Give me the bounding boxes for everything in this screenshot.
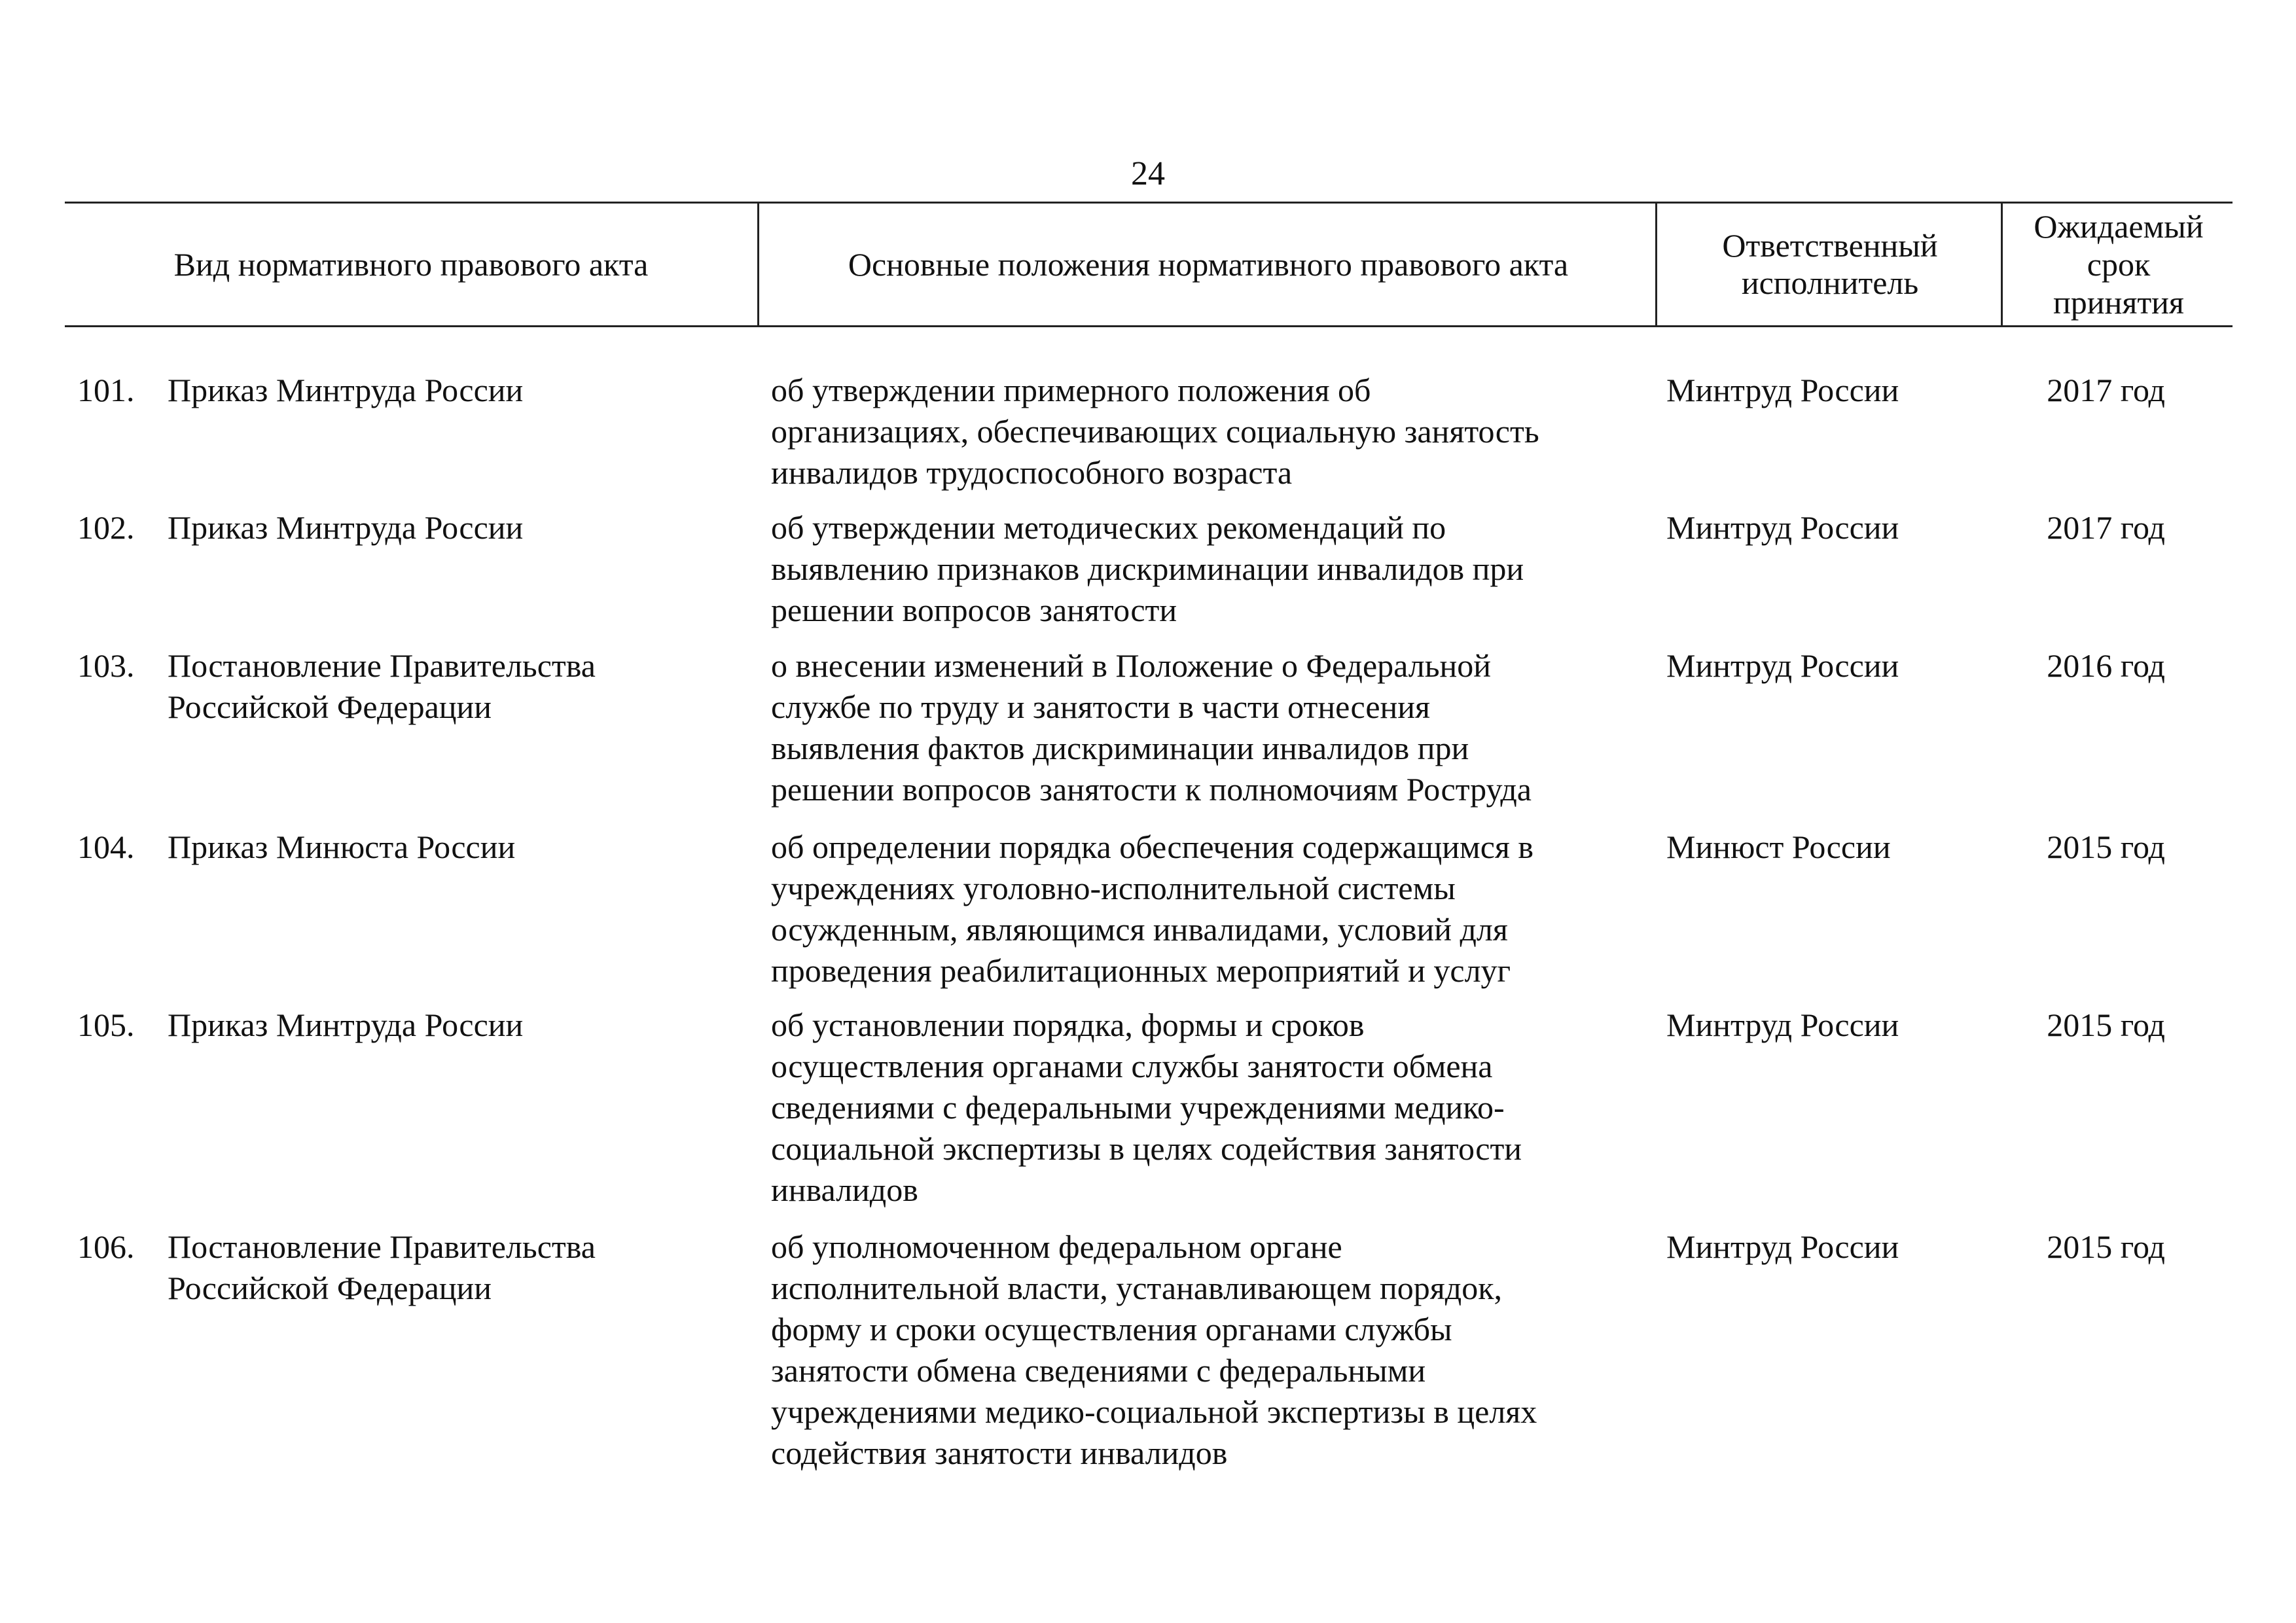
row-provisions-line: инвалидов трудоспособного возраста — [771, 454, 1293, 491]
row-provisions-line: об утверждении примерного положения об — [771, 372, 1371, 408]
row-provisions — [771, 1005, 1635, 1211]
row-kind-line: Приказ Минтруда России — [168, 1007, 524, 1043]
row-provisions-line: занятости обмена сведениями с федеральными — [771, 1352, 1426, 1389]
row-kind — [168, 1005, 744, 1046]
row-provisions-line: об утверждении методических рекомендаций по — [771, 509, 1446, 546]
row-provisions — [771, 1226, 1635, 1474]
table-header — [65, 202, 2233, 327]
row-provisions-line: службе по труду и занятости в части отнесения — [771, 688, 1431, 725]
row-provisions-line: организациях, обеспечивающих социальную занятость — [771, 413, 1539, 450]
row-provisions-line: об определении порядка обеспечения содержащимся в — [771, 829, 1534, 865]
row-kind-line: Приказ Минтруда России — [168, 509, 524, 546]
row-year: 2017 год — [2047, 372, 2165, 408]
row-provisions-line: решении вопросов занятости — [771, 592, 1177, 628]
row-kind-line: Приказ Минтруда России — [168, 372, 524, 408]
row-provisions-line: о внесении изменений в Положение о Федеральной — [771, 647, 1492, 684]
page-number: 24 — [1131, 155, 1165, 192]
row-kind-line: Российской Федерации — [168, 688, 492, 725]
row-provisions-line: исполнительной власти, устанавливающем порядок, — [771, 1270, 1502, 1306]
row-number: 104. — [77, 829, 135, 865]
row-number: 102. — [77, 509, 135, 546]
row-provisions-line: проведения реабилитационных мероприятий и услуг — [771, 952, 1511, 989]
row-year: 2015 год — [2047, 1228, 2165, 1265]
row-kind — [168, 1226, 744, 1309]
row-provisions — [771, 827, 1635, 991]
row-kind-line: Постановление Правительства — [168, 1228, 596, 1265]
row-provisions-line: решении вопросов занятости к полномочиям Роструда — [771, 771, 1532, 808]
header-deadline-line: Ожидаемый — [2034, 208, 2204, 245]
header-executor-line: исполнитель — [1741, 264, 1919, 301]
header-executor — [1655, 204, 2003, 325]
row-year: 2017 год — [2047, 509, 2165, 546]
row-year: 2016 год — [2047, 647, 2165, 684]
row-provisions-line: сведениями с федеральными учреждениями медико- — [771, 1089, 1505, 1126]
header-provisions: Основные положения нормативного правового акта — [757, 204, 1657, 325]
row-executor: Минтруд России — [1666, 372, 1899, 408]
row-number: 105. — [77, 1007, 135, 1043]
row-executor: Минтруд России — [1666, 1007, 1899, 1043]
row-provisions-line: выявлению признаков дискриминации инвалидов при — [771, 550, 1524, 587]
row-provisions-line: социальной экспертизы в целях содействия занятости — [771, 1130, 1522, 1167]
row-provisions-line: содействия занятости инвалидов — [771, 1435, 1228, 1471]
row-provisions — [771, 645, 1635, 810]
row-kind — [168, 827, 744, 868]
row-provisions — [771, 507, 1635, 631]
header-executor-line: Ответственный — [1722, 227, 1938, 264]
row-provisions-line: учреждениях уголовно-исполнительной системы — [771, 870, 1456, 906]
row-kind-line: Постановление Правительства — [168, 647, 596, 684]
row-executor: Минюст России — [1666, 829, 1891, 865]
row-executor: Минтруд России — [1666, 1228, 1899, 1265]
row-kind-line: Приказ Минюста России — [168, 829, 516, 865]
row-year: 2015 год — [2047, 829, 2165, 865]
row-kind — [168, 370, 744, 411]
row-kind — [168, 507, 744, 548]
row-provisions-line: об установлении порядка, формы и сроков — [771, 1007, 1365, 1043]
header-kind: Вид нормативного правового акта — [173, 245, 649, 283]
row-provisions-line: учреждениями медико-социальной экспертизы в целях — [771, 1393, 1537, 1430]
header-deadline-line: срок — [2087, 246, 2151, 283]
row-executor: Минтруд России — [1666, 509, 1899, 546]
row-provisions — [771, 370, 1635, 493]
row-provisions-line: инвалидов — [771, 1171, 918, 1208]
row-year: 2015 год — [2047, 1007, 2165, 1043]
row-kind-line: Российской Федерации — [168, 1270, 492, 1306]
row-kind — [168, 645, 744, 728]
row-executor: Минтруд России — [1666, 647, 1899, 684]
header-deadline — [2001, 204, 2234, 325]
row-provisions-line: выявления фактов дискриминации инвалидов при — [771, 730, 1469, 766]
row-provisions-line: осуществления органами службы занятости обмена — [771, 1048, 1493, 1084]
row-provisions-line: об уполномоченном федеральном органе — [771, 1228, 1342, 1265]
header-deadline-line: принятия — [2053, 284, 2184, 321]
row-number: 103. — [77, 647, 135, 684]
row-provisions-line: осужденным, являющимся инвалидами, условий для — [771, 911, 1508, 948]
row-provisions-line: форму и сроки осуществления органами службы — [771, 1311, 1452, 1347]
row-number: 101. — [77, 372, 135, 408]
row-number: 106. — [77, 1228, 135, 1265]
